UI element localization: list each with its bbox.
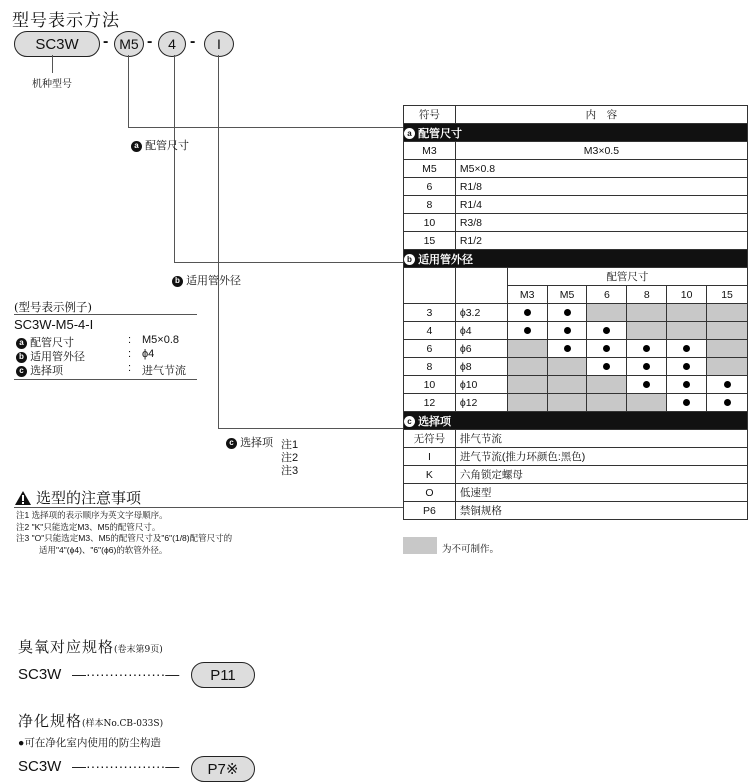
available-dot-icon <box>683 345 690 352</box>
a-code: 15 <box>404 232 456 250</box>
model-seg2-text: 4 <box>168 36 176 52</box>
unavailable-cell <box>707 304 748 322</box>
example-marker-icon: b <box>16 352 27 363</box>
b-code: 4 <box>404 322 456 340</box>
example-colon: : <box>128 362 132 374</box>
unavailable-cell <box>507 376 547 394</box>
b-diameter: ϕ4 <box>455 322 507 340</box>
example-row <box>16 362 196 376</box>
model-seg-option <box>204 31 234 57</box>
clean-bullet: ●可在净化室内使用的防尘构造 <box>18 737 161 749</box>
available-cell <box>667 376 707 394</box>
callout-note-2: 注2 <box>281 452 299 464</box>
dash-2: - <box>147 33 153 50</box>
ozone-model: SC3W <box>18 666 62 683</box>
b-row <box>404 340 748 358</box>
unavailable-cell <box>667 304 707 322</box>
unavailable-cell <box>707 358 748 376</box>
table-row <box>404 214 748 232</box>
available-dot-icon <box>683 399 690 406</box>
available-dot-icon <box>724 381 731 388</box>
marker-a-icon: a <box>131 141 142 152</box>
band-b <box>404 250 748 268</box>
b-row <box>404 322 748 340</box>
unavailable-cell <box>547 358 587 376</box>
available-dot-icon <box>603 327 610 334</box>
available-cell <box>707 394 748 412</box>
available-dot-icon <box>643 345 650 352</box>
band-a-title: 配管尺寸 <box>418 127 463 140</box>
b-row <box>404 376 748 394</box>
leader-a-h <box>128 127 403 128</box>
available-cell <box>587 340 627 358</box>
unavailable-cell <box>547 394 587 412</box>
table-row <box>404 502 748 520</box>
example-marker-icon: c <box>16 366 27 377</box>
b-diameter: ϕ12 <box>455 394 507 412</box>
warning-note <box>16 522 232 534</box>
clean-sub: (样本No.CB-033S) <box>82 719 164 729</box>
b-col-header: 8 <box>627 286 667 304</box>
a-code: 10 <box>404 214 456 232</box>
b-col-header: M5 <box>547 286 587 304</box>
b-row <box>404 358 748 376</box>
leader-c-h <box>218 428 403 429</box>
model-seg3-text: I <box>217 36 221 52</box>
model-seg-piping <box>114 31 144 57</box>
unavailable-cell <box>667 322 707 340</box>
unavailable-cell <box>627 322 667 340</box>
leader-b-v <box>174 55 175 262</box>
dash-3: - <box>190 33 196 50</box>
table-row <box>404 232 748 250</box>
band-a-marker-icon: a <box>404 128 415 139</box>
note-text: 选择项的表示顺序为英文字母顺序。 <box>31 510 168 520</box>
marker-b-icon: b <box>172 276 183 287</box>
callout-note-3: 注3 <box>281 465 299 477</box>
warning-header <box>14 487 141 508</box>
table-row <box>404 178 748 196</box>
a-value: M3×0.5 <box>455 142 747 160</box>
b-group-row <box>404 268 748 286</box>
a-code: 6 <box>404 178 456 196</box>
table-row <box>404 448 748 466</box>
available-cell <box>707 376 748 394</box>
spec-table-wrap <box>403 105 748 520</box>
b-code: 8 <box>404 358 456 376</box>
clean-title-row <box>18 710 163 731</box>
leader-a-v <box>128 55 129 128</box>
example-value: 进气节流 <box>142 365 186 377</box>
table-row <box>404 430 748 448</box>
a-value: R1/8 <box>455 178 747 196</box>
available-dot-icon <box>643 381 650 388</box>
unavailable-cell <box>627 394 667 412</box>
callout-b <box>172 272 241 288</box>
example-code: SC3W-M5-4-I <box>14 317 94 332</box>
example-colon: : <box>128 334 132 346</box>
legend-text: 为不可制作。 <box>442 544 500 555</box>
band-a <box>404 124 748 142</box>
available-cell <box>507 322 547 340</box>
callout-a-text: 配管尺寸 <box>145 140 190 152</box>
unavailable-cell <box>587 394 627 412</box>
callout-a <box>131 137 189 153</box>
warning-note <box>16 510 232 522</box>
example-value: ϕ4 <box>142 348 155 360</box>
band-c-marker-icon: c <box>404 416 415 427</box>
band-b-marker-icon: b <box>404 254 415 265</box>
available-dot-icon <box>683 363 690 370</box>
a-value: R3/8 <box>455 214 747 232</box>
available-cell <box>587 322 627 340</box>
b-diameter: ϕ3.2 <box>455 304 507 322</box>
c-value: 六角锁定螺母 <box>455 466 747 484</box>
available-cell <box>547 340 587 358</box>
available-dot-icon <box>643 363 650 370</box>
available-dot-icon <box>603 345 610 352</box>
example-label: 配管尺寸 <box>30 337 75 349</box>
unavailable-cell <box>707 322 748 340</box>
example-colon: : <box>128 348 132 360</box>
available-dot-icon <box>603 363 610 370</box>
table-row <box>404 466 748 484</box>
marker-c-icon: c <box>226 438 237 449</box>
table-row <box>404 196 748 214</box>
available-cell <box>547 304 587 322</box>
band-c-title: 选择项 <box>418 415 452 428</box>
a-code: M3 <box>404 142 456 160</box>
ozone-title: 臭氧对应规格 <box>18 638 115 656</box>
leader-b-h <box>174 262 403 263</box>
b-row <box>404 304 748 322</box>
available-dot-icon <box>524 327 531 334</box>
header-symbol: 符号 <box>404 106 456 124</box>
model-base-pill <box>14 31 100 57</box>
example-row <box>16 334 196 348</box>
available-cell <box>667 358 707 376</box>
spec-table <box>403 105 748 520</box>
table-row <box>404 142 748 160</box>
example-label: 选择项 <box>30 365 64 377</box>
a-value: R1/4 <box>455 196 747 214</box>
b-col-header: 6 <box>587 286 627 304</box>
unavailable-cell <box>507 394 547 412</box>
model-seg1-text: M5 <box>119 36 139 52</box>
clean-model: SC3W <box>18 758 62 775</box>
note-text: 适用"4"(ϕ4)、"6"(ϕ6)的软管外径。 <box>39 544 168 555</box>
c-code: I <box>404 448 456 466</box>
b-col-header: 15 <box>707 286 748 304</box>
b-code: 12 <box>404 394 456 412</box>
available-cell <box>667 340 707 358</box>
leader-c-v <box>218 55 219 428</box>
b-diameter: ϕ6 <box>455 340 507 358</box>
b-col-header: M3 <box>507 286 547 304</box>
c-value: 低速型 <box>455 484 747 502</box>
available-dot-icon <box>724 399 731 406</box>
a-value: R1/2 <box>455 232 747 250</box>
available-dot-icon <box>564 345 571 352</box>
b-code: 3 <box>404 304 456 322</box>
unavailable-cell <box>547 376 587 394</box>
available-cell <box>627 340 667 358</box>
available-dot-icon <box>524 309 531 316</box>
example-label: 适用管外径 <box>30 351 86 363</box>
warning-rule <box>14 507 404 508</box>
b-code: 10 <box>404 376 456 394</box>
example-heading: (型号表示例子) <box>14 300 92 314</box>
b-group-label: 配管尺寸 <box>507 268 747 286</box>
a-code: 8 <box>404 196 456 214</box>
table-row <box>404 484 748 502</box>
b-diameter: ϕ8 <box>455 358 507 376</box>
ozone-leader: —·················— <box>72 666 180 682</box>
example-row <box>16 348 196 362</box>
example-rows <box>16 334 196 376</box>
unavailable-cell <box>507 340 547 358</box>
warning-note <box>16 533 232 545</box>
available-cell <box>587 358 627 376</box>
unavailable-cell <box>507 358 547 376</box>
clean-page: P7※ <box>207 761 239 778</box>
base-label: 机种型号 <box>32 79 72 90</box>
unavailable-cell <box>587 376 627 394</box>
callout-c <box>226 434 273 450</box>
b-row <box>404 394 748 412</box>
ozone-sub: (卷末第9页) <box>114 645 163 655</box>
warning-note <box>16 545 232 557</box>
b-code: 6 <box>404 340 456 358</box>
clean-leader: —·················— <box>72 758 180 774</box>
example-underline <box>14 314 197 315</box>
callout-note-1: 注1 <box>281 439 299 451</box>
note-num: 注2 <box>16 521 30 532</box>
c-value: 禁铜规格 <box>455 502 747 520</box>
c-value: 排气节流 <box>455 430 747 448</box>
b-diameter: ϕ10 <box>455 376 507 394</box>
clean-page-link[interactable] <box>191 756 255 782</box>
dash-1: - <box>103 33 109 50</box>
a-code: M5 <box>404 160 456 178</box>
warning-icon <box>14 490 32 506</box>
clean-title: 净化规格 <box>18 712 83 730</box>
callout-c-text: 选择项 <box>240 437 274 449</box>
available-cell <box>667 394 707 412</box>
note-num: 注1 <box>16 510 30 520</box>
band-c <box>404 412 748 430</box>
unavailable-cell <box>587 304 627 322</box>
example-marker-icon: a <box>16 338 27 349</box>
ozone-page: P11 <box>210 666 236 684</box>
c-value: 进气节流(推力环颜色:黑色) <box>455 448 747 466</box>
model-seg-tube <box>158 31 186 57</box>
available-dot-icon <box>564 327 571 334</box>
example-bottom-line <box>14 379 197 380</box>
band-b-title: 适用管外径 <box>418 253 474 266</box>
available-dot-icon <box>564 309 571 316</box>
legend-swatch <box>403 537 437 554</box>
warning-title: 选型的注意事项 <box>36 489 142 507</box>
available-cell <box>507 304 547 322</box>
available-cell <box>627 358 667 376</box>
available-cell <box>627 376 667 394</box>
example-value: M5×0.8 <box>142 334 179 346</box>
c-code: K <box>404 466 456 484</box>
page-title: 型号表示方法 <box>12 11 120 31</box>
model-base: SC3W <box>35 35 79 53</box>
c-code: P6 <box>404 502 456 520</box>
header-content: 内 容 <box>455 106 747 124</box>
callout-b-text: 适用管外径 <box>186 275 242 287</box>
warning-notes <box>16 510 232 556</box>
ozone-page-link[interactable] <box>191 662 255 688</box>
b-col-header: 10 <box>667 286 707 304</box>
c-code: O <box>404 484 456 502</box>
available-cell <box>547 322 587 340</box>
a-value: M5×0.8 <box>455 160 747 178</box>
unavailable-cell <box>707 340 748 358</box>
base-leader-line <box>52 55 53 73</box>
note-text: "K"只能选定M3、M5的配管尺寸。 <box>31 521 161 532</box>
note-num: 注3 <box>16 533 30 543</box>
ozone-title-row <box>18 636 163 657</box>
c-code: 无符号 <box>404 430 456 448</box>
note-text: "O"只能选定M3、M5的配管尺寸及"6"(1/8)配管尺寸的 <box>31 533 233 543</box>
table-row <box>404 160 748 178</box>
available-dot-icon <box>683 381 690 388</box>
table-header <box>404 106 748 124</box>
unavailable-cell <box>627 304 667 322</box>
